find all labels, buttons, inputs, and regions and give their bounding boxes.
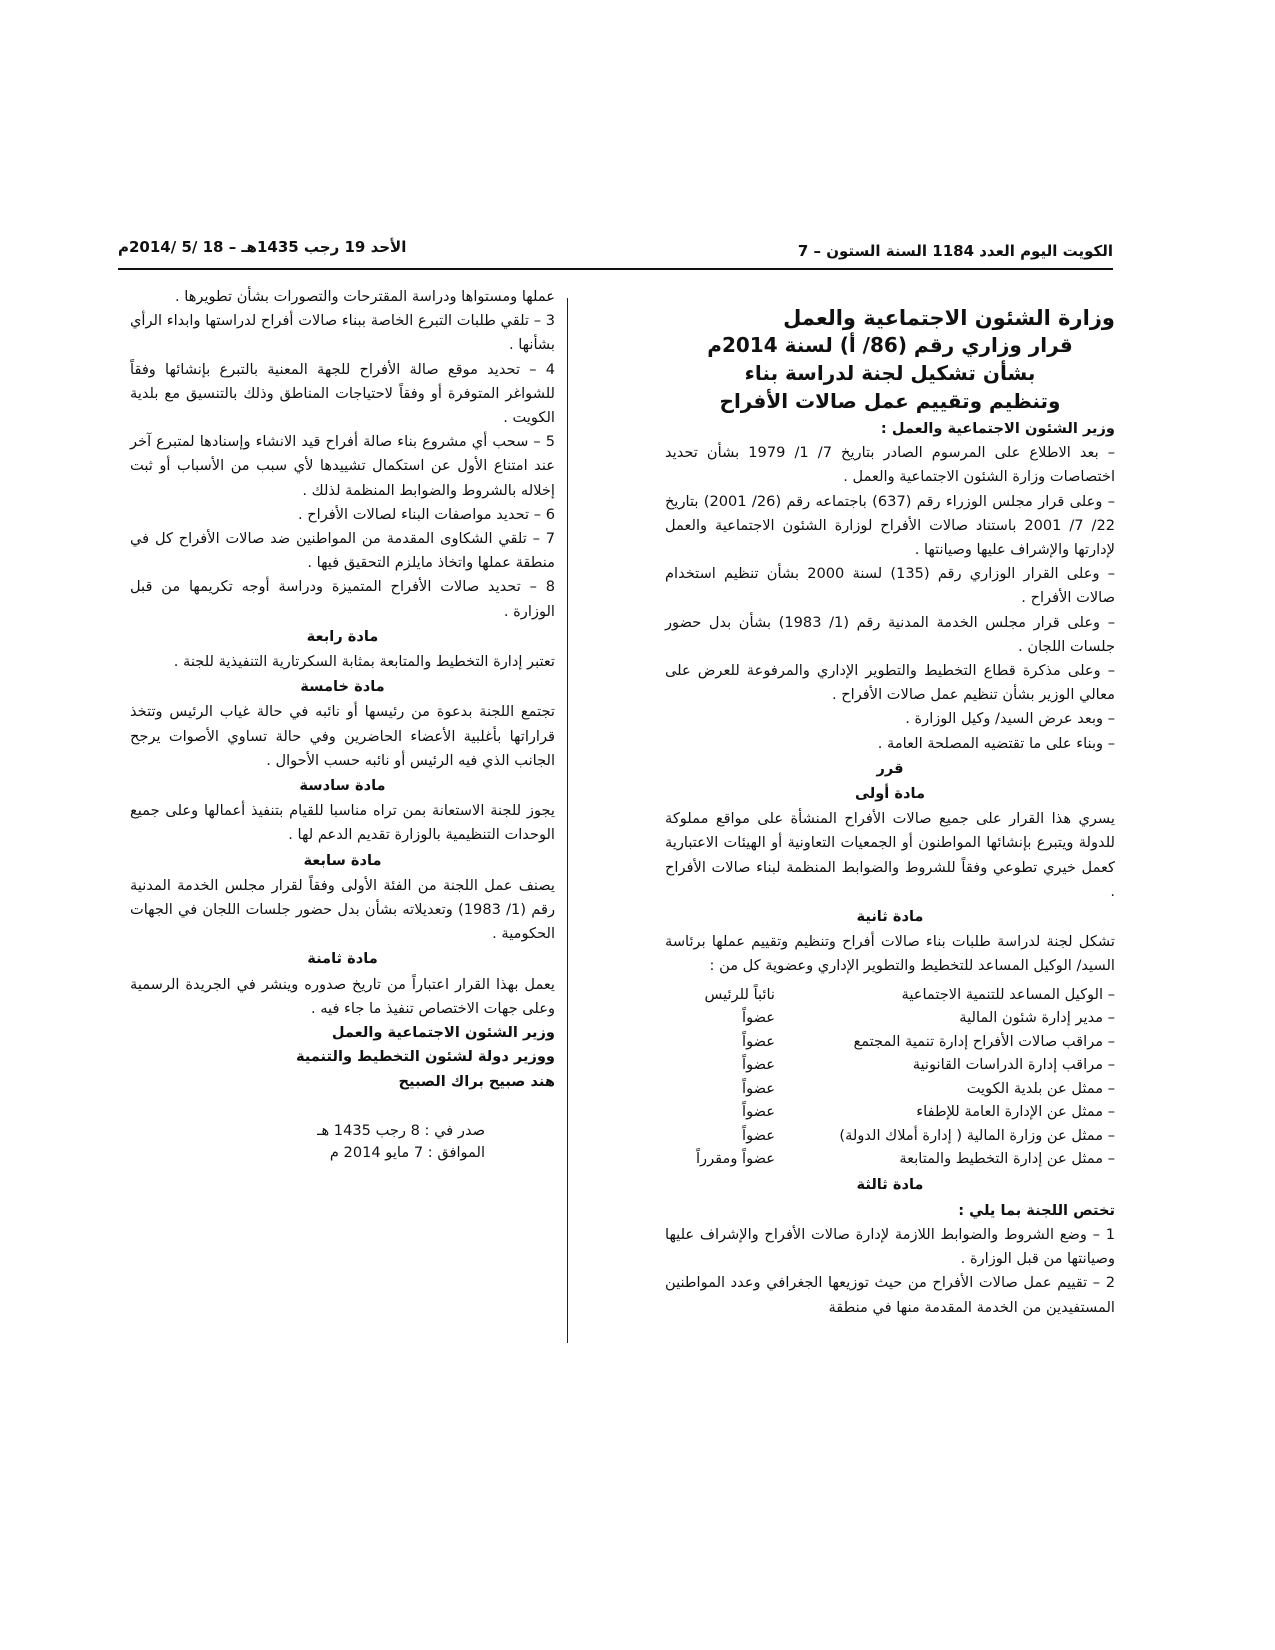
committee-member-row — [665, 1077, 1115, 1101]
committee-member-row — [665, 1147, 1115, 1171]
recital: – وعلى مذكرة قطاع التخطيط والتطوير الإداري والمرفوعة للعرض على معالي الوزير بشأن تنظيم عمل صالات الأفراح . — [665, 662, 1115, 704]
recital: – وعلى قرار مجلس الوزراء رقم (637) باجتماعه رقم (26/ 2001) بتاريخ 22/ 7/ 2001 باستناد صالات الأفراح لوزارة الشئون الاجتماعية والعمل لإدارتها والإشراف عليها وصيانتها . — [665, 492, 1116, 559]
member-role: عضواً — [742, 1103, 775, 1121]
article-8-text: يعمل بهذا القرار اعتباراً من تاريخ صدوره وينشر في الجريدة الرسمية وعلى جهات الاختصاص تنفيذ ما جاء فيه . — [130, 975, 555, 1017]
committee-member-row — [665, 1124, 1115, 1148]
recital: – وعلى القرار الوزاري رقم (135) لسنة 2000 بشأن تنظيم استخدام صالات الأفراح . — [665, 565, 1115, 607]
member-name: – ممثل عن إدارة التخطيط والمتابعة — [899, 1150, 1115, 1168]
article-1-title: مادة أولى — [854, 785, 926, 803]
issue-date-block — [130, 1120, 555, 1164]
member-role: عضواً — [742, 1056, 775, 1074]
article-4-text: تعتبر إدارة التخطيط والمتابعة بمثابة السكرتارية التنفيذية للجنة . — [173, 653, 555, 671]
member-name: – مراقب صالات الأفراح إدارة تنمية المجتمع — [853, 1032, 1115, 1050]
gazette-date: الأحد 19 رجب 1435هـ – 18 /5 /2014م — [118, 238, 407, 256]
article-3-item: 8 – تحديد صالات الأفراح المتميزة ودراسة أوجه تكريمها من قبل الوزارة . — [130, 578, 555, 620]
article-7-text: يصنف عمل اللجنة من الفئة الأولى وفقاً لقرار مجلس الخدمة المدنية رقم (1/ 1983) وتعديلاته بشأن بدل حضور جلسات اللجان في الجهات الحكومية . — [130, 876, 555, 943]
committee-member-row — [665, 1030, 1115, 1054]
member-role: عضواً — [742, 1009, 775, 1027]
gazette-issue-info: الكويت اليوم العدد 1184 السنة الستون – 7 — [797, 242, 1113, 260]
article-3-continuation: عملها ومستواها ودراسة المقترحات والتصورات بشأن تطويرها . — [174, 288, 555, 305]
committee-member-row — [665, 1053, 1115, 1077]
article-7-title: مادة سابعة — [303, 851, 382, 869]
committee-member-row — [665, 1100, 1115, 1124]
decree-subject-line-2: وتنظيم وتقييم عمل صالات الأفراح — [719, 389, 1061, 413]
article-3-title: مادة ثالثة — [856, 1175, 924, 1193]
article-3-item: 2 – تقييم عمل صالات الأفراح من حيث توزيعها الجغرافي وعدد المواطنين المستفيدين من الخدمة المقدمة منها في منطقة — [665, 1274, 1115, 1316]
committee-members-list — [665, 983, 1115, 1171]
member-name: – مدير إدارة شئون المالية — [959, 1009, 1115, 1027]
article-3-item: 3 – تلقي طلبات التبرع الخاصة ببناء صالات أفراح لدراستها وابداء الرأي بشأنها . — [130, 312, 555, 354]
article-3-item: 5 – سحب أي مشروع بناء صالة أفراح قيد الانشاء وإسنادها لمتبرع آخر عند امتناع الأول عن استكمال تشييدها لأي سبب من الأسباب أو ثبت إخلاله بالشروط والضوابط المنظمة لذلك . — [130, 433, 555, 499]
recital: – بعد الاطلاع على المرسوم الصادر بتاريخ 7/ 1/ 1979 بشأن تحديد اختصاصات وزارة الشئون الاجتماعية والعمل . — [665, 444, 1116, 486]
decree-subject-line-1: بشأن تشكيل لجنة لدراسة بناء — [744, 361, 1036, 385]
decides-heading: قرر — [876, 759, 904, 777]
ministry-name: وزارة الشئون الاجتماعية والعمل — [783, 306, 1115, 330]
article-1-text: يسري هذا القرار على جميع صالات الأفراح المنشأة على مواقع مملوكة للدولة ويتبرع بإنشائها المواطنون أو الجمعيات التعاونية أو الهيئات الاعتبارية كعمل خيري تطوعي وفقاً للشروط والضوابط المنظمة لبناء صالات الأفراح . — [665, 810, 1115, 900]
signatory-title: وزير الشئون الاجتماعية والعمل — [331, 1024, 555, 1042]
signatory-name: هند صبيح براك الصبيح — [398, 1072, 555, 1090]
article-3-intro: تختص اللجنة بما يلي : — [958, 1201, 1115, 1219]
article-3-item: 1 – وضع الشروط والضوابط اللازمة لإدارة صالات الأفراح والإشراف عليها وصيانتها من قبل الوزارة . — [665, 1226, 1115, 1268]
member-role: عضواً — [742, 1032, 775, 1050]
committee-member-row — [665, 1006, 1115, 1030]
right-column — [665, 305, 1115, 1320]
article-5-title: مادة خامسة — [300, 678, 385, 696]
article-4-title: مادة رابعة — [306, 627, 379, 645]
article-5-text: تجتمع اللجنة بدعوة من رئيسها أو نائبه في حالة غياب الرئيس وتتخذ قراراتها بأغلبية الأعضاء الحاضرين وفي حالة تساوي الأصوات يرجح الجانب الذي فيه الرئيس أو نائبه حسب الأحوال . — [130, 703, 555, 769]
column-divider — [567, 298, 568, 1343]
recital: – وبعد عرض السيد/ وكيل الوزارة . — [905, 710, 1115, 728]
member-name: – ممثل عن وزارة المالية ( إدارة أملاك الدولة) — [839, 1126, 1115, 1144]
decree-title: قرار وزاري رقم (86/ أ) لسنة 2014م — [707, 333, 1073, 357]
minister-heading: وزير الشئون الاجتماعية والعمل : — [880, 420, 1115, 437]
article-6-text: يجوز للجنة الاستعانة بمن تراه مناسبا للقيام بتنفيذ أعمالها وعلى جميع الوحدات التنظيمية بالوزارة تقديم الدعم لها . — [130, 802, 555, 844]
recital: – وعلى قرار مجلس الخدمة المدنية رقم (1/ 1983) بشأن بدل حضور جلسات اللجان . — [665, 613, 1115, 655]
article-8-title: مادة ثامنة — [307, 950, 378, 968]
article-6-title: مادة سادسة — [299, 777, 386, 795]
recital: – وبناء على ما تقتضيه المصلحة العامة . — [877, 734, 1115, 752]
member-name: – ممثل عن الإدارة العامة للإطفاء — [916, 1103, 1115, 1121]
committee-member-row — [665, 983, 1115, 1007]
member-role: عضواً ومقرراً — [696, 1150, 775, 1168]
member-name: – ممثل عن بلدية الكويت — [966, 1079, 1115, 1097]
member-name: – مراقب إدارة الدراسات القانونية — [912, 1056, 1115, 1074]
article-2-title: مادة ثانية — [856, 908, 924, 926]
issued-gregorian: الموافق : 7 مايو 2014 م — [329, 1143, 485, 1161]
left-column — [130, 285, 555, 1164]
signatory-title-2: ووزير دولة لشئون التخطيط والتنمية — [295, 1048, 555, 1066]
member-role: نائباً للرئيس — [704, 985, 775, 1003]
article-3-item: 7 – تلقي الشكاوى المقدمة من المواطنين ضد صالات الأفراح كل في منطقة عملها واتخاذ مايلزم التحقيق فيها . — [130, 530, 555, 572]
issued-hijri: صدر في : 8 رجب 1435 هـ — [317, 1121, 485, 1139]
article-3-item: 4 – تحديد موقع صالة الأفراح للجهة المعنية بالتبرع بإنشائها وفقاً للشواغر المتوفرة أو وفقاً لاحتياجات المناطق وذلك بالتنسيق مع بلدية الكويت . — [130, 360, 555, 427]
member-role: عضواً — [742, 1079, 775, 1097]
article-3-item: 6 – تحديد مواصفات البناء لصالات الأفراح . — [297, 505, 555, 523]
article-2-text: تشكل لجنة لدراسة طلبات بناء صالات أفراح وتنظيم وتقييم عملها برئاسة السيد/ الوكيل المساعد للتخطيط والتطوير الإداري وعضوية كل من : — [665, 933, 1115, 975]
gazette-header — [118, 238, 1113, 270]
member-role: عضواً — [742, 1126, 775, 1144]
member-name: – الوكيل المساعد للتنمية الاجتماعية — [901, 985, 1115, 1003]
